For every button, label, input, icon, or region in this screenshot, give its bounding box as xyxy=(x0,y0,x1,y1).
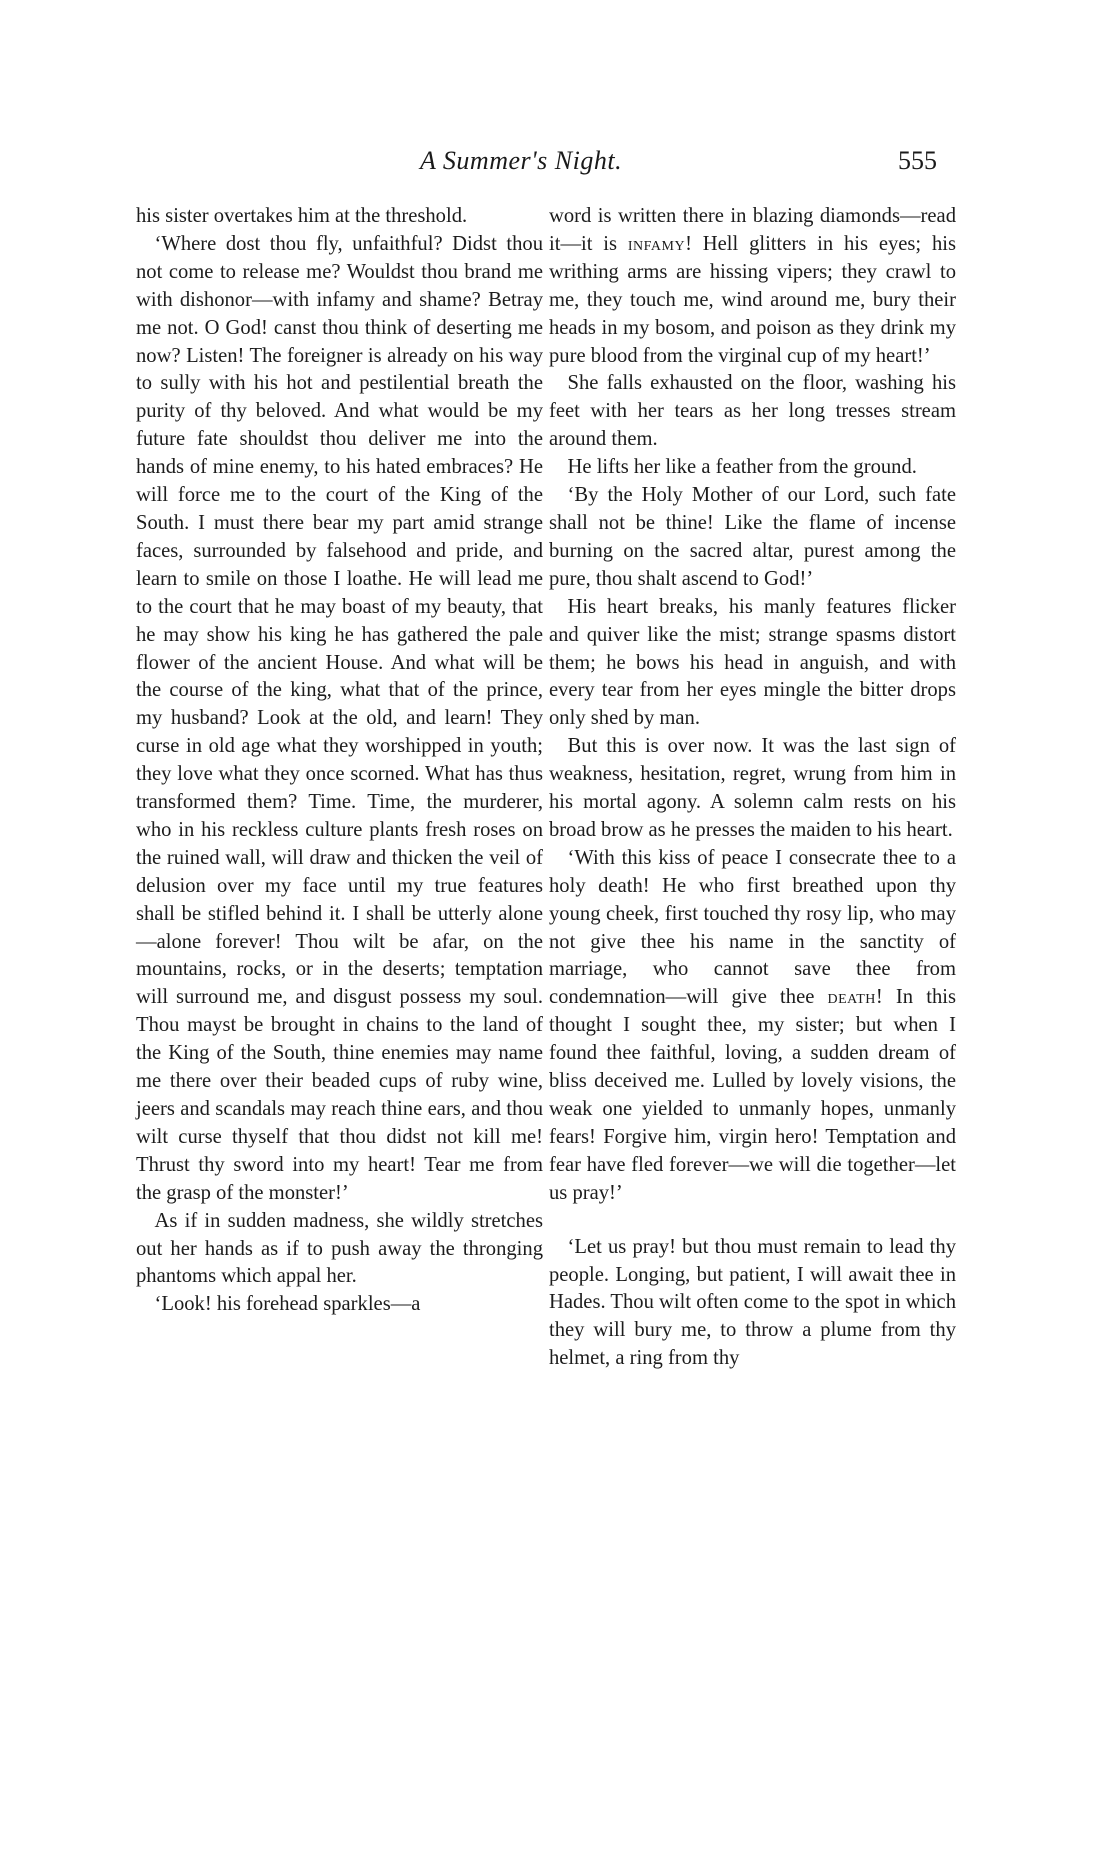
paragraph xyxy=(549,203,956,370)
running-title: A Summer's Night. xyxy=(420,146,623,175)
paragraph-text: ! Hell glitters in his eyes; his writhing arms are hissing vipers; they crawl to me, they touch me, wind around me, bury their heads in my bosom, and poison as they drink my pure blood from the virginal cup of my heart!’ xyxy=(549,232,956,367)
paragraph-text: ‘With this kiss of peace I consecrate thee to a holy death! He who first breathed upon thy young cheek, first touched thy rosy lip, who may not give thee his name in the sanctity of marriage, who cannot save thee from condemnation—will give thee xyxy=(549,846,956,1009)
paragraph: ‘Where dost thou fly, unfaithful? Didst thou not come to release me? Wouldst thou brand me with dishonor—with infamy and shame? Betray me not. O God! canst thou think of deserting me now? Listen! The foreigner is already on his way to sully with his hot and pestilential breath the purity of thy beloved. And what would be my future fate shouldst thou deliver me into the hands of mine enemy, to his hated embraces? He will force me to the court of the King of the South. I must there bear my part amid strange faces, surrounded by falsehood and pride, and learn to smile on those I loathe. He will lead me to the court that he may boast of my beauty, that he may show his king he has gathered the pale flower of the ancient House. And what will be the course of the king, what that of the prince, my husband? Look at the old, and learn! They curse in old age what they worshipped in youth; they love what they once scorned. What has thus transformed them? Time. Time, the murderer, who in his reckless culture plants fresh roses on the ruined wall, will draw and thicken the veil of delusion over my face until my true features shall be stifled behind it. I shall be utterly alone—alone forever! Thou wilt be afar, on the mountains, rocks, or in the deserts; temptation will surround me, and disgust possess my soul. Thou mayst be brought in chains to the land of the King of the South, thine enemies may name me there over their beaded cups of ruby wine, jeers and scandals may reach thine ears, and thou wilt curse thyself that thou didst not kill me! Thrust thy sword into my heart! Tear me from the grasp of the monster!’ xyxy=(136,232,543,1204)
paragraph-text: ! In this thought I sought thee, my sister; but when I found thee faithful, loving, a sudden dream of bliss deceived me. Lulled by lovely visions, the weak one yielded to unmanly hopes, unmanly fears! Forgive him, virgin hero! Temptation and fear have fled forever—we will die together—let us pray!’ xyxy=(549,986,956,1204)
left-column xyxy=(136,203,543,1319)
paragraph-text: word is written there in blazing diamonds—read it—it is xyxy=(549,205,956,255)
paragraph xyxy=(549,845,956,1208)
paragraph: his sister overtakes him at the threshold. xyxy=(136,205,468,227)
paragraph: But this is over now. It was the last sign of weakness, hesitation, regret, wrung from him in his mortal agony. A solemn calm rests on his broad brow as he presses the maiden to his heart. xyxy=(549,735,956,841)
right-column xyxy=(549,203,956,1373)
running-header xyxy=(0,146,1096,186)
paragraph: ‘Look! his forehead sparkles—a xyxy=(154,1293,421,1316)
paragraph: As if in sudden madness, she wildly stretches out her hands as if to push away the thronging phantoms which appal her. xyxy=(136,1209,543,1288)
paragraph: She falls exhausted on the floor, washing his feet with her tears as her long tresses stream around them. xyxy=(549,372,956,451)
paragraph: His heart breaks, his manly features flicker and quiver like the mist; strange spasms distort them; he bows his head in anguish, and with every tear from her eyes mingle the bitter drops only shed by man. xyxy=(549,595,956,730)
emphasis-death: death xyxy=(827,986,876,1009)
page-number: 555 xyxy=(898,146,937,175)
paragraph: ‘Let us pray! but thou must remain to lead thy people. Longing, but patient, I will await thee in Hades. Thou wilt often come to the spot in which they will bury me, to throw a plume from thy helmet, a ring from thy xyxy=(549,1235,956,1370)
paragraph: ‘By the Holy Mother of our Lord, such fate shall not be thine! Like the flame of incense burning on the sacred altar, purest among the pure, thou shalt ascend to God!’ xyxy=(549,484,956,590)
paragraph: He lifts her like a feather from the ground. xyxy=(567,456,917,479)
emphasis-infamy: infamy xyxy=(627,232,686,255)
